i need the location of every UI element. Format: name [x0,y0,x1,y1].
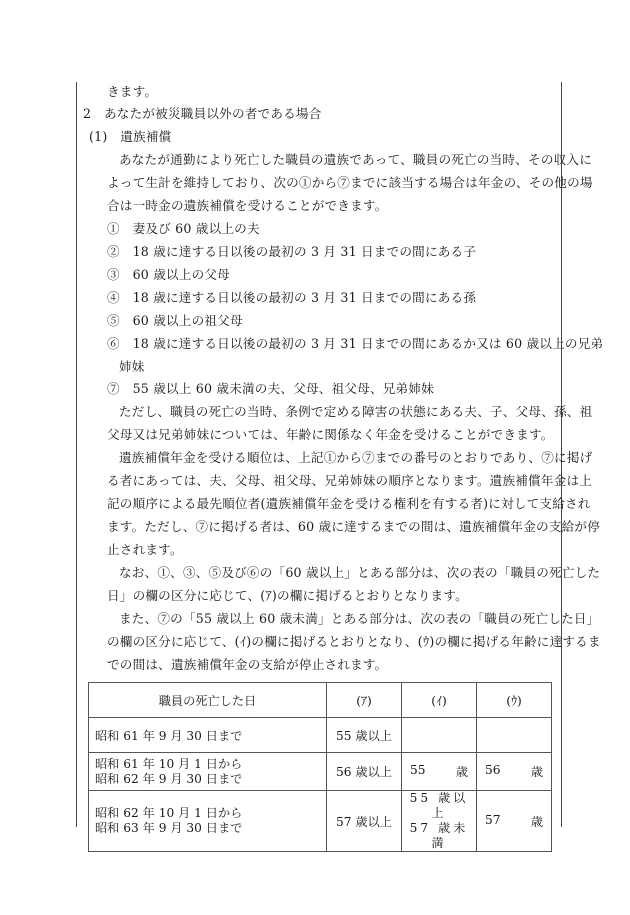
col-i-range-min: 55 歳以上 [409,791,469,820]
col-u-cell [477,753,552,791]
death-date-text: 昭和 61 年 9 月 30 日まで [95,728,243,743]
col-i-cell [402,753,477,791]
text-line: る者にあっては、夫、父母、祖父母、兄弟姉妹の順序となります。遺族補償年金は上 [107,473,593,488]
text-line: 記の順序による最先順位者(遺族補償年金を受ける権利を有する者)に対して支給され [107,496,591,511]
text-line: ③ 60 歳以上の父母 [107,267,230,282]
text-line: 止されます。 [107,542,183,557]
col-u-cell [477,791,552,852]
text-line: ⑦ 55 歳以上 60 歳未満の夫、父母、祖父母、兄弟姉妹 [107,381,434,396]
text-line: ② 18 歳に達する日以後の最初の 3 月 31 日までの間にある子 [107,244,477,259]
text-line: ただし、職員の死亡の当時、条例で定める障害の状態にある夫、子、父母、孫、祖 [119,404,593,419]
col-a-cell: 57 歳以上 [327,791,402,852]
text-line: よって生計を維持しており、次の①から⑦までに該当する場合は年金の、その他の場 [107,175,593,190]
table-row [89,791,552,852]
text-line: 2 あなたが被災職員以外の者である場合 [83,106,322,121]
col-a-cell: 55 歳以上 [327,718,402,753]
text-line: あなたが通勤により死亡した職員の遺族であって、職員の死亡の当時、その収入に [119,152,592,167]
text-line: ① 妻及び 60 歳以上の夫 [107,221,260,236]
header-col-a: (ｱ) [327,683,402,718]
header-death-date: 職員の死亡した日 [89,683,327,718]
table-row [89,753,552,791]
text-line: ⑥ 18 歳に達する日以後の最初の 3 月 31 日までの間にあるか又は 60 歳以上の兄弟 [107,336,604,351]
text-line: なお、①、③、⑤及び⑥の「60 歳以上」とある部分は、次の表の「職員の死亡した [119,565,601,580]
col-i-age: 55 [410,763,426,777]
table-row [89,718,552,753]
col-i-unit: 歳 [455,765,468,779]
text-line: きます。 [107,84,158,99]
text-line: ④ 18 歳に達する日以後の最初の 3 月 31 日までの間にある孫 [107,290,477,305]
death-date-to: 昭和 62 年 9 月 30 日まで [95,771,243,786]
text-line: 遺族補償年金を受ける順位は、上記①から⑦までの番号のとおりであり、⑦に掲げ [119,450,593,465]
death-date-from: 昭和 62 年 10 月 1 日から [95,806,243,820]
text-line: ます。ただし、⑦に掲げる者は、60 歳に達するまでの間は、遺族補償年金の支給が停 [107,519,600,534]
text-line: 姉妹 [119,359,145,374]
col-u-age: 57 [485,812,501,827]
col-u-unit: 歳 [530,765,543,779]
col-i-cell [402,791,477,852]
death-date-to: 昭和 63 年 9 月 30 日まで [95,821,243,835]
text-line: (1) 遺族補償 [89,129,172,144]
header-col-u: (ｳ) [477,683,552,718]
table-header-row [89,683,552,718]
age-table [88,682,552,852]
death-date-cell [89,753,327,791]
col-u-age: 56 [485,763,501,777]
text-line: 父母又は兄弟姉妹については、年齢に関係なく年金を受けることができます。 [107,427,554,442]
page-frame-left-border [76,82,77,827]
header-col-i: (ｲ) [402,683,477,718]
death-date-cell [89,718,327,753]
text-line: ⑤ 60 歳以上の祖父母 [107,313,243,328]
text-line: での間は、遺族補償年金の支給が停止されます。 [107,657,388,672]
col-u-unit: 歳 [530,814,543,829]
text-line: の欄の区分に応じて、(ｲ)の欄に掲げるとおりとなり、(ｳ)の欄に掲げる年齢に達するま [107,634,601,649]
col-i-range-max: 57 歳未満 [409,821,469,850]
col-i-cell [402,718,477,753]
col-a-cell: 56 歳以上 [327,753,402,791]
text-line: 日」の欄の区分に応じて、(ｱ)の欄に掲げるとおりとなります。 [107,588,468,603]
death-date-cell [89,791,327,852]
text-line: 合は一時金の遺族補償を受けることができます。 [107,198,388,213]
col-u-cell [477,718,552,753]
text-line: また、⑦の「55 歳以上 60 歳未満」とある部分は、次の表の「職員の死亡した日」 [119,611,600,626]
death-date-from: 昭和 61 年 10 月 1 日から [95,756,243,771]
